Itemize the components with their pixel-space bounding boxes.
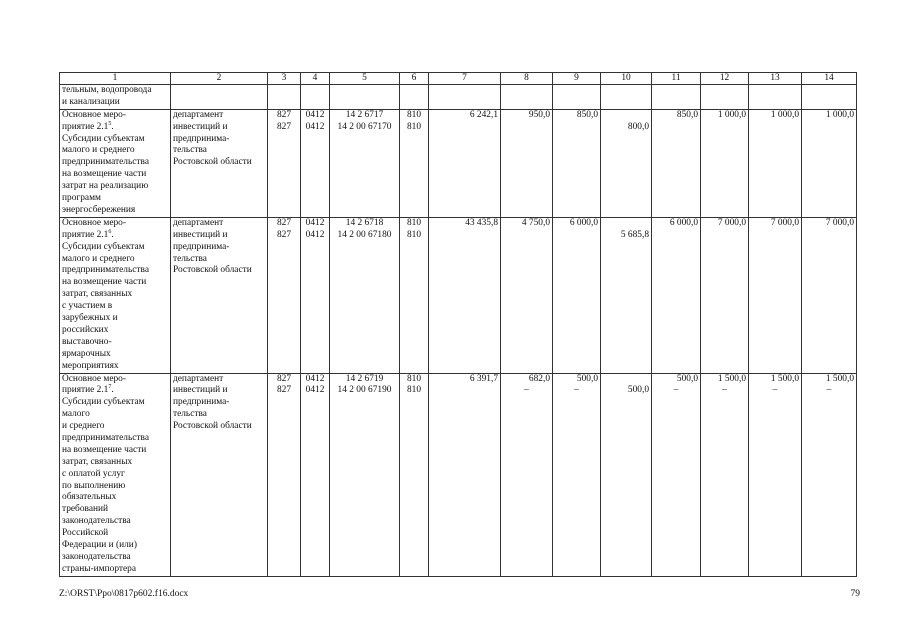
column-header-5: 5	[330, 73, 400, 85]
year-cell-c10: 800,0	[601, 109, 652, 217]
total-cell: 43 435,8	[429, 217, 501, 373]
year-cell-c12: 7 000,0	[701, 217, 749, 373]
measure-name-cell: Основное меро- приятие $2.1^7$. Субсидии субъектам малого и среднего предпринимательства на возмещение части затрат, связанных с оплатой услуг по выполнению обязательных требований законодательства Российской Федерации и (или) законодательства страны-импортера	[60, 373, 171, 576]
column-header-10: 10	[601, 73, 652, 85]
code-cell-c6: 810 810	[400, 109, 429, 217]
year-cell-c12: 1 000,0	[701, 109, 749, 217]
executor-cell: департамент инвестиций и предпринима- тельства Ростовской области	[171, 373, 268, 576]
year-cell-c13: 1 500,0 –	[749, 373, 802, 576]
year-cell-c11: 6 000,0	[652, 217, 701, 373]
year-cell-c8: 682,0 –	[501, 373, 553, 576]
code-cell-c5: 14 2 6719 14 2 00 67190	[330, 373, 400, 576]
year-cell-c10: 5 685,8	[601, 217, 652, 373]
continuation-row	[60, 85, 857, 110]
column-header-1: 1	[60, 73, 171, 85]
table-body	[60, 73, 857, 577]
code-cell-c4: 0412 0412	[301, 373, 330, 576]
year-cell-c8: 4 750,0	[501, 217, 553, 373]
code-cell-c4: 0412 0412	[301, 109, 330, 217]
code-cell-c4: 0412 0412	[301, 217, 330, 373]
column-number-row	[60, 73, 857, 85]
table-row	[60, 217, 857, 373]
year-cell-c14: 1 000,0	[802, 109, 857, 217]
budget-table	[59, 72, 857, 577]
code-cell-c5: 14 2 6718 14 2 00 67180	[330, 217, 400, 373]
year-cell-c11: 500,0 –	[652, 373, 701, 576]
continuation-text: тельным, водопровода и канализации	[60, 85, 171, 110]
code-cell-c6: 810 810	[400, 217, 429, 373]
year-cell-c13: 1 000,0	[749, 109, 802, 217]
total-cell: 6 242,1	[429, 109, 501, 217]
code-cell-c5: 14 2 6717 14 2 00 67170	[330, 109, 400, 217]
year-cell-c8: 950,0	[501, 109, 553, 217]
column-header-4: 4	[301, 73, 330, 85]
executor-cell: департамент инвестиций и предпринима- тельства Ростовской области	[171, 217, 268, 373]
footer-file-path: Z:\ORST\Ppo\0817p602.f16.docx	[59, 589, 189, 599]
year-cell-c14: 7 000,0	[802, 217, 857, 373]
code-cell-c3: 827 827	[268, 217, 301, 373]
year-cell-c9: 500,0 –	[553, 373, 601, 576]
year-cell-c9: 6 000,0	[553, 217, 601, 373]
column-header-7: 7	[429, 73, 501, 85]
code-cell-c3: 827 827	[268, 109, 301, 217]
column-header-12: 12	[701, 73, 749, 85]
column-header-3: 3	[268, 73, 301, 85]
measure-name-cell: Основное меро- приятие $2.1^5$. Субсидии субъектам малого и среднего предпринимательства на возмещение части затрат на реализацию программ энергосбережения	[60, 109, 171, 217]
measure-name-cell: Основное меро- приятие $2.1^6$. Субсидии субъектам малого и среднего предпринимательства на возмещение части затрат, связанных с участием в зарубежных и российских выставочно- ярмарочных мероприятиях	[60, 217, 171, 373]
year-cell-c12: 1 500,0 –	[701, 373, 749, 576]
executor-cell: департамент инвестиций и предпринима- тельства Ростовской области	[171, 109, 268, 217]
code-cell-c3: 827 827	[268, 373, 301, 576]
footer-page-number: 79	[850, 589, 860, 599]
column-header-6: 6	[400, 73, 429, 85]
code-cell-c6: 810 810	[400, 373, 429, 576]
column-header-13: 13	[749, 73, 802, 85]
year-cell-c10: 500,0	[601, 373, 652, 576]
column-header-9: 9	[553, 73, 601, 85]
year-cell-c13: 7 000,0	[749, 217, 802, 373]
column-header-2: 2	[171, 73, 268, 85]
column-header-14: 14	[802, 73, 857, 85]
table-row	[60, 109, 857, 217]
total-cell: 6 391,7	[429, 373, 501, 576]
table-row	[60, 373, 857, 576]
column-header-8: 8	[501, 73, 553, 85]
year-cell-c14: 1 500,0 –	[802, 373, 857, 576]
year-cell-c9: 850,0	[553, 109, 601, 217]
column-header-11: 11	[652, 73, 701, 85]
year-cell-c11: 850,0	[652, 109, 701, 217]
